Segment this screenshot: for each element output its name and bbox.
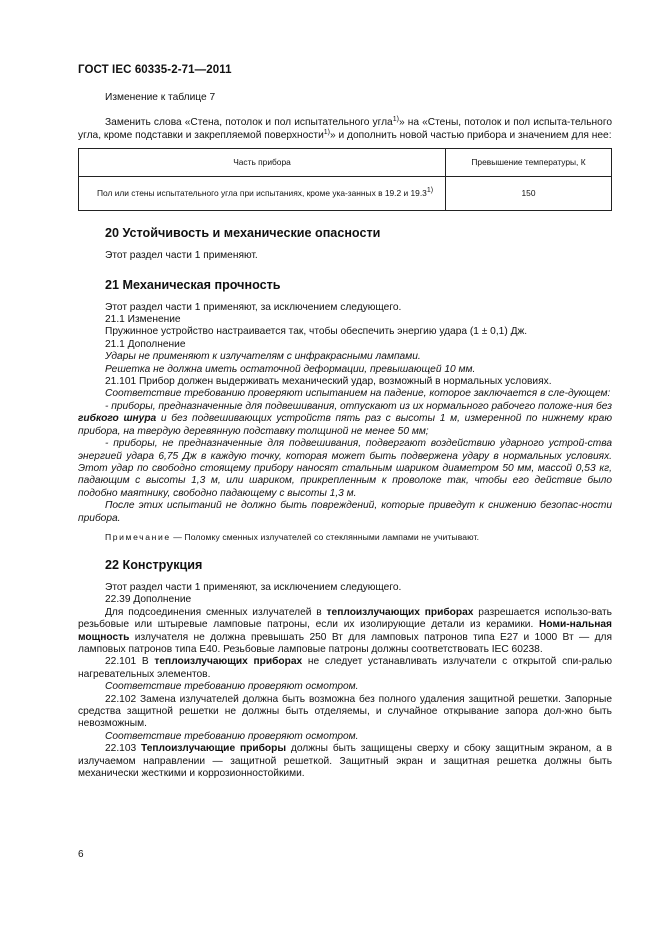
- paragraph: Этот раздел части 1 применяют, за исключением следующего.: [105, 301, 402, 313]
- table-cell-part: [79, 177, 446, 211]
- paragraph: [78, 401, 612, 438]
- footnote-ref: 1): [392, 116, 399, 124]
- defined-term: теплоизлучающих приборах: [154, 656, 303, 668]
- document-header: ГОСТ IEC 60335-2-71—2011: [78, 64, 232, 76]
- text-run: должны быть защищены сверху и сбоку защитным экраном, а в излучаемом направлении — защитной решеткой. Защитный экран и защитная решетка должны быть механически жесткими и коррозионностойкими.: [78, 743, 612, 780]
- page-content: [78, 92, 612, 780]
- text-run: - приборы, предназначенные для подвешивания, отпускают из их нормального рабочего положе-ния без: [105, 400, 612, 412]
- text-run: 22.101 В: [105, 656, 155, 668]
- text-run: излучателя не должна превышать 250 Вт для ламповых патронов типа Е27 и 1000 Вт — для ламповых патронов типа Е40. Резьбовые ламповые патроны должны соответствовать IEC 60238.: [78, 631, 612, 655]
- text-run: не следует устанавливать излучатели с открытой спи-ралью нагревательных элементов.: [78, 656, 612, 680]
- paragraph: [78, 743, 612, 780]
- section-21-title: 21 Механическая прочность: [105, 277, 281, 292]
- text-run: Пол или стены испытательного угла при испытаниях, кроме ука-занных в 19.2 и 19.3: [97, 188, 427, 199]
- section-22-title: 22 Конструкция: [105, 557, 203, 572]
- clause-heading: 21.1 Изменение: [105, 314, 181, 326]
- paragraph: 21.101 Прибор должен выдерживать механический удар, возможный в нормальных условиях.: [105, 376, 552, 388]
- paragraph: Соответствие требованию проверяют осмотром.: [105, 681, 359, 693]
- defined-term: Теплоизлучающие приборы: [141, 743, 287, 755]
- section-20-title: 20 Устойчивость и механические опасности: [105, 226, 381, 241]
- note-label: Примечание: [105, 531, 171, 542]
- temperature-rise-table: [78, 148, 612, 211]
- table-header-temperature: Превышение температуры, К: [446, 149, 612, 177]
- paragraph: Соответствие требованию проверяют осмотром.: [105, 730, 359, 742]
- table-cell-value: 150: [446, 177, 612, 211]
- paragraph: Этот раздел части 1 применяют, за исключением следующего.: [105, 581, 402, 593]
- table-row: [79, 177, 612, 211]
- text-run: и без подвешивающих устройств пять раз с высоты 1 м, измеренной по нижнему краю прибора, на твердую деревянную подставку толщиной не менее 50 мм;: [78, 413, 612, 437]
- text-run: 22.103: [105, 743, 142, 755]
- note-text: — Поломку сменных излучателей со стеклянными лампами не учитывают.: [170, 531, 480, 542]
- paragraph: 22.102 Замена излучателей должна быть возможна без полного удаления защитной решетки. Запорные средства защитной решетки не должны быть отделяемы, и случайное открывание запора дол-жно быть невозможным.: [78, 693, 612, 730]
- text-run: » и дополнить новой частью прибора и значением для нее:: [330, 129, 612, 141]
- footnote-ref: 1): [426, 187, 434, 195]
- table-header-row: [79, 149, 612, 177]
- text-run: Для подсоединения сменных излучателей в: [105, 606, 327, 618]
- page-number: 6: [78, 849, 84, 860]
- text-run: разрешается использо-вать резьбовые или штыревые ламповые патроны, если их изолирующие детали из керамики.: [78, 606, 612, 631]
- defined-term: Номи-нальная мощность: [78, 619, 612, 643]
- paragraph: [78, 656, 612, 681]
- section-20-text: Этот раздел части 1 применяют.: [105, 250, 258, 262]
- paragraph: [78, 607, 612, 657]
- table-header-part: Часть прибора: [79, 149, 446, 177]
- paragraph: После этих испытаний не должно быть повреждений, которые приведут к снижению безопас-ности прибора.: [78, 500, 612, 524]
- clause-heading: 22.39 Дополнение: [105, 594, 192, 606]
- paragraph: Удары не применяют к излучателям с инфракрасными лампами.: [105, 351, 421, 363]
- table7-change-heading: Изменение к таблице 7: [105, 92, 216, 103]
- paragraph: Пружинное устройство настраивается так, чтобы обеспечить энергию удара (1 ± 0,1) Дж.: [105, 326, 528, 338]
- paragraph: Решетка не должна иметь остаточной деформации, превышающей 10 мм.: [105, 363, 476, 375]
- defined-term: теплоизлучающих приборах: [326, 606, 474, 618]
- footnote-ref: 1): [323, 128, 330, 136]
- clause-heading: 21.1 Дополнение: [105, 338, 186, 350]
- text-run: Заменить слова «Стена, потолок и пол испытательного угла: [105, 117, 393, 129]
- paragraph: - приборы, не предназначенные для подвешивания, подвергают воздействию ударного устрой-ства энергией удара 6,75 Дж в каждую точку, которая может быть подвержена удару в нормальных условиях. Этот удар по свободно стоящему прибору наносят стальным шариком диаметром 50 мм, массой 0,53 кг, падающим с высоты 1,3 м, или шариком, прикрепленным к проволоке так, чтобы его действие было подобно маятнику, свободно падающему с высоты 1,3 м.: [78, 438, 612, 499]
- paragraph: Соответствие требованию проверяют испытанием на падение, которое заключается в сле-дующем:: [105, 388, 611, 400]
- table7-change-text: [78, 117, 612, 142]
- note: [78, 531, 612, 543]
- defined-term: гибкого шнура: [78, 413, 157, 425]
- text-run: » на «Стены, потолок и пол испыта-тельного угла, кроме подставки и закрепляемой поверхности: [78, 117, 613, 141]
